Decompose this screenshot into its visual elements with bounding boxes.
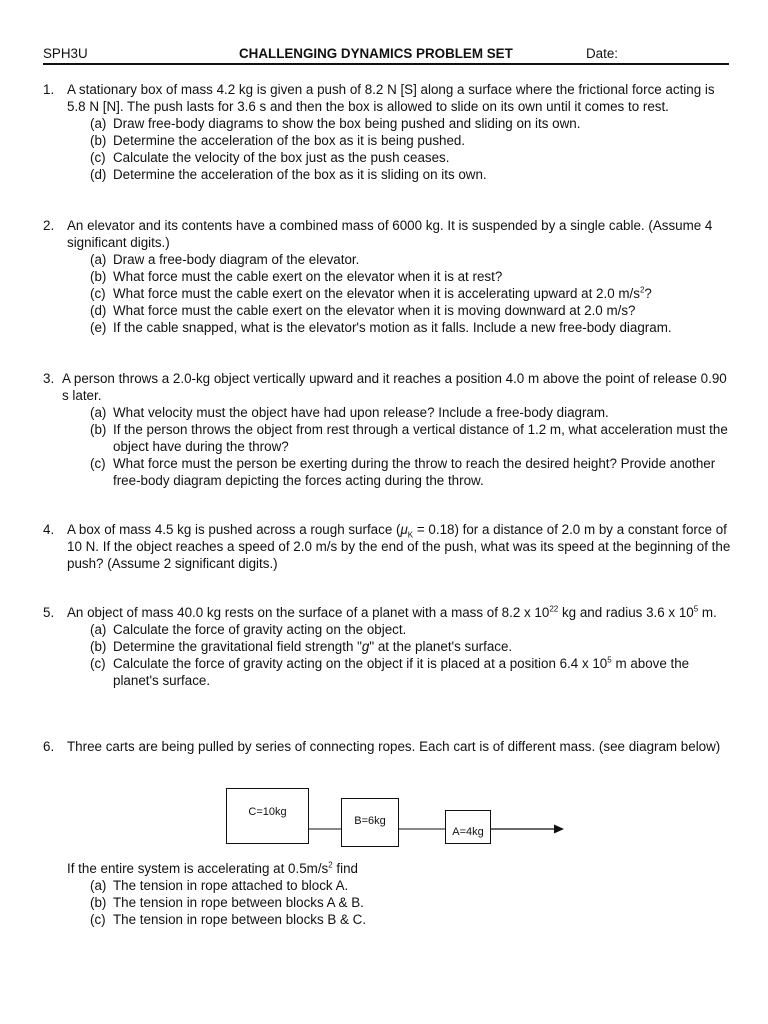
- question-number: 5.: [43, 605, 55, 620]
- question-part: (c) The tension in rope between blocks B & C.: [90, 912, 367, 927]
- question-number: 3.: [43, 371, 55, 386]
- question-part: (e) If the cable snapped, what is the elevator's motion as it falls. Include a new free-body diagram.: [90, 320, 672, 335]
- cart-b: B=6kg: [341, 798, 399, 847]
- question-part: (c) What force must the person be exerting during the throw to reach the desired height? Provide another free-body diagram depicting the forces acting during the throw.: [90, 456, 716, 488]
- question-text: A person throws a 2.0-kg object vertically upward and it reaches a position 4.0 m above the point of release 0.90 s later.: [62, 371, 727, 403]
- question-part: (a) Draw a free-body diagram of the elevator.: [90, 252, 360, 267]
- cart-c: C=10kg: [226, 788, 309, 844]
- question-text: A stationary box of mass 4.2 kg is given a push of 8.2 N [S] along a surface where the frictional force acting is 5.8 N [N]. The push lasts for 3.6 s and then the box is allowed to slide on its own until it comes to rest.: [67, 82, 715, 114]
- question-part: (c) Calculate the force of gravity acting on the object if it is placed at a position 6.4 x $10^5$ m above the planet's surface.: [90, 655, 690, 688]
- question-part: (d) Determine the acceleration of the box as it is sliding on its own.: [90, 167, 487, 182]
- question-text: A box of mass 4.5 kg is pushed across a rough surface $(\mu_K = 0.18)$ for a distance of 2.0 m by a constant force of 10 N. If the object reaches a speed of 2.0 m/s by the end of the push, what was its speed at the beginning of the push? (Assume 2 significant digits.): [67, 522, 731, 571]
- question-number: 2.: [43, 218, 55, 233]
- question-part: (d) What force must the cable exert on the elevator when it is moving downward at 2.0 m/s?: [90, 303, 636, 318]
- course-code: SPH3U: [43, 46, 88, 61]
- question-number: 4.: [43, 522, 55, 537]
- date-label: Date:: [586, 46, 619, 61]
- question-part: (b) Determine the acceleration of the box as it is being pushed.: [90, 133, 466, 148]
- cart-a: A=4kg: [445, 810, 491, 844]
- question-part: (a) Draw free-body diagrams to show the box being pushed and sliding on its own.: [90, 116, 581, 131]
- question-6-intro: If the entire system is accelerating at $0.5m/s^2$ find: [67, 860, 358, 876]
- friction-coefficient-symbol: μ: [400, 522, 408, 537]
- question-6-parts: [43, 860, 733, 928]
- question-part: (a) What velocity must the object have had upon release? Include a free-body diagram.: [90, 405, 609, 420]
- page-title: CHALLENGING DYNAMICS PROBLEM SET: [239, 46, 513, 61]
- question-part: (b) Determine the gravitational field strength "g" at the planet's surface.: [90, 639, 513, 654]
- question-part: (a) Calculate the force of gravity acting on the object.: [90, 622, 407, 637]
- question-text: Three carts are being pulled by series of connecting ropes. Each cart is of different mass. (see diagram below): [67, 739, 721, 754]
- pull-arrowhead: [554, 825, 564, 834]
- question-text: An object of mass 40.0 kg rests on the surface of a planet with a mass of 8.2 x $10^{22}$ kg and radius 3.6 x $10^5$ m.: [67, 604, 717, 620]
- question-number: 6.: [43, 739, 55, 754]
- question-part: (c) Calculate the velocity of the box just as the push ceases.: [90, 150, 450, 165]
- question-part: (b) The tension in rope between blocks A & B.: [90, 895, 364, 910]
- question-part: (c) What force must the cable exert on the elevator when it is accelerating upward at 2.0 $m/s^2$?: [90, 285, 652, 301]
- question-part: (b) What force must the cable exert on the elevator when it is at rest?: [90, 269, 503, 284]
- question-text: An elevator and its contents have a combined mass of 6000 kg. It is suspended by a single cable. (Assume 4 significant digits.): [67, 218, 713, 250]
- question-part: (a) The tension in rope attached to block A.: [90, 878, 349, 893]
- question-number: 1.: [43, 82, 55, 97]
- question-part: (b) If the person throws the object from rest through a vertical distance of 1.2 m, what acceleration must the object have during the throw?: [90, 422, 728, 454]
